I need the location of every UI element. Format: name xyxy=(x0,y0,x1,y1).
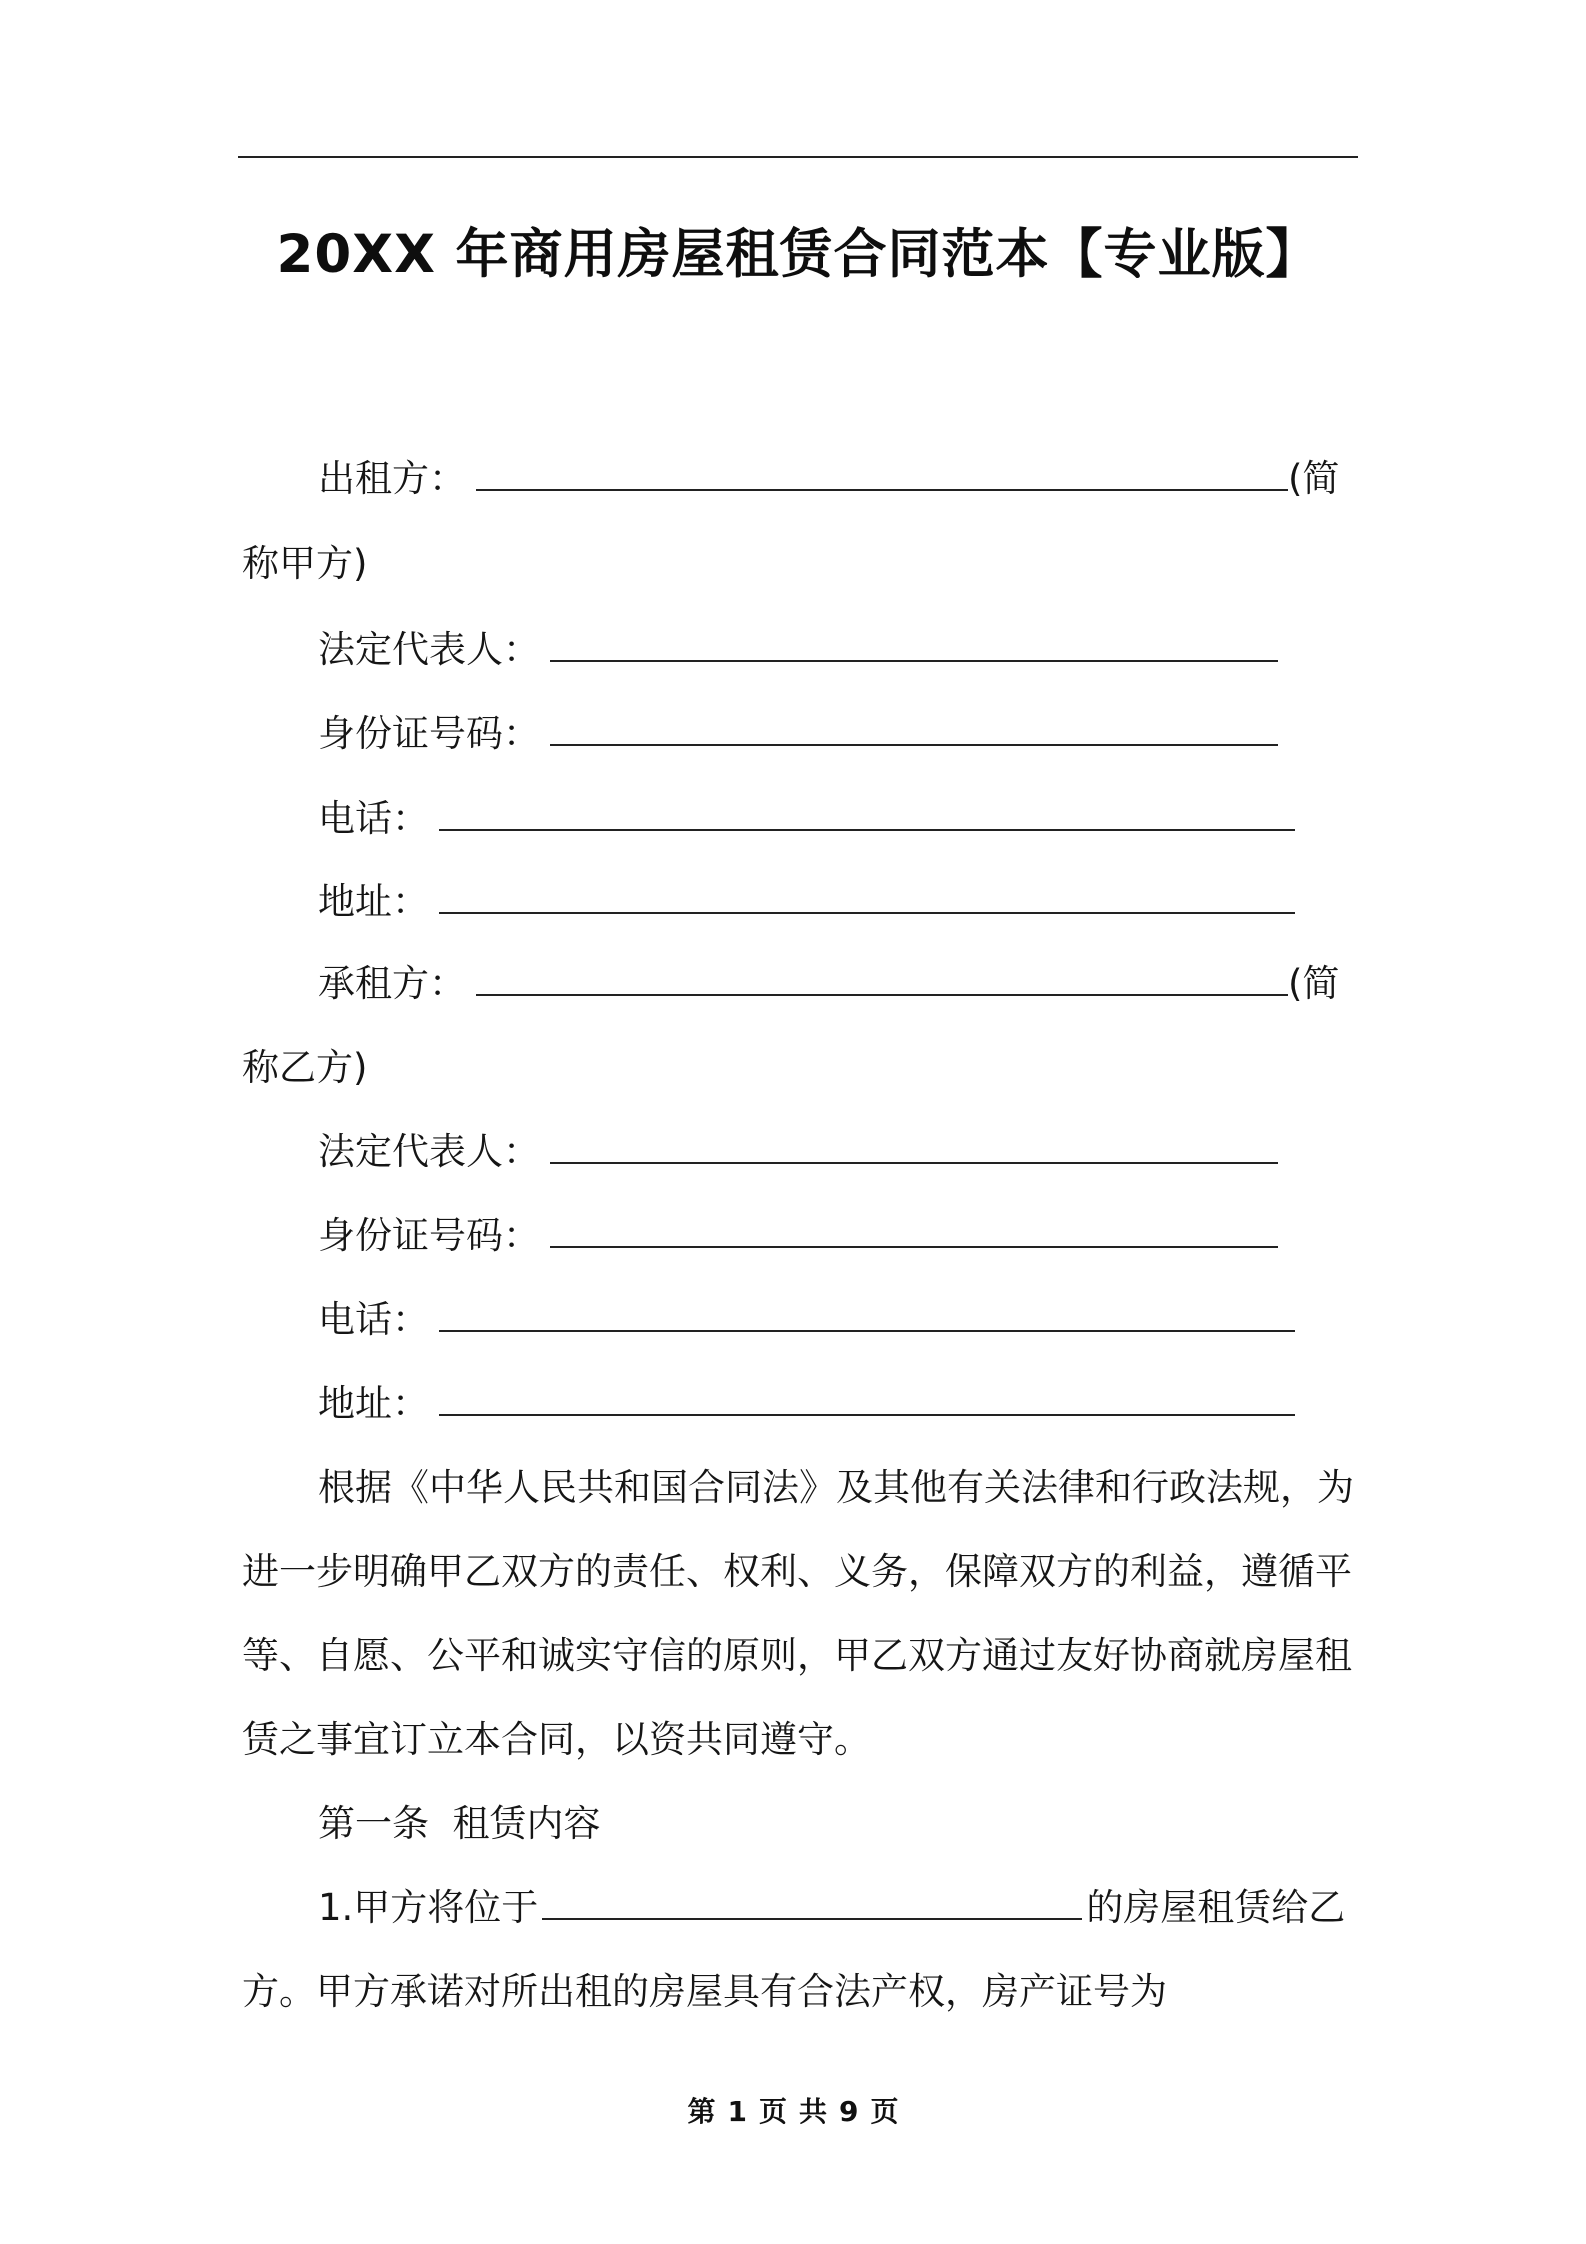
lessor-id-line xyxy=(318,710,1278,758)
clause-1-continued: 方。甲方承诺对所出租的房屋具有合法产权，房产证号为 xyxy=(242,1970,1167,2013)
preamble-line-2: 进一步明确甲乙双方的责任、权利、义务，保障双方的利益，遵循平 xyxy=(242,1550,1352,1593)
lessee-line xyxy=(318,960,1339,1008)
lessor-phone-line xyxy=(318,795,1295,843)
clause-1-suffix: 的房屋租赁给乙 xyxy=(1086,1886,1346,1929)
lessor-id-label: 身份证号码： xyxy=(318,712,540,755)
lessee-phone-blank[interactable] xyxy=(439,1300,1295,1332)
preamble-line-3: 等、自愿、公平和诚实守信的原则，甲乙双方通过友好协商就房屋租 xyxy=(242,1634,1352,1677)
preamble-line-4: 赁之事宜订立本合同，以资共同遵守。 xyxy=(242,1718,871,1761)
lessor-blank[interactable] xyxy=(476,459,1288,491)
lessee-id-blank[interactable] xyxy=(550,1216,1278,1248)
lessee-phone-line xyxy=(318,1296,1295,1344)
footer-label-ye: 页 xyxy=(758,2095,787,2128)
lessor-rep-line xyxy=(318,626,1278,674)
lessee-address-label: 地址： xyxy=(318,1382,429,1425)
article-1-heading: 第一条 租赁内容 xyxy=(318,1802,601,1845)
lessee-address-blank[interactable] xyxy=(439,1384,1295,1416)
lessee-id-label: 身份证号码： xyxy=(318,1214,540,1257)
lessee-rep-blank[interactable] xyxy=(550,1132,1278,1164)
document-title: 20XX 年商用房屋租赁合同范本【专业版】 xyxy=(276,224,1320,285)
lessor-note-continued: 称甲方) xyxy=(242,542,368,585)
lessee-note: (简 xyxy=(1288,962,1340,1005)
footer-label-gong: 共 xyxy=(799,2095,828,2128)
lessee-id-line xyxy=(318,1212,1278,1260)
lessor-line xyxy=(318,455,1339,503)
clause-1-prefix: 1.甲方将位于 xyxy=(318,1886,539,1929)
page-footer xyxy=(0,2090,1586,2130)
lessor-label: 出租方： xyxy=(318,457,466,500)
lessee-phone-label: 电话： xyxy=(318,1298,429,1341)
total-pages-number: 9 xyxy=(839,2095,859,2128)
lessor-rep-label: 法定代表人： xyxy=(318,628,540,671)
lessor-address-blank[interactable] xyxy=(439,882,1295,914)
property-location-blank[interactable] xyxy=(542,1888,1082,1920)
clause-1-line xyxy=(318,1884,1345,1932)
lessor-id-blank[interactable] xyxy=(550,714,1278,746)
lessee-address-line xyxy=(318,1380,1295,1428)
lessor-phone-label: 电话： xyxy=(318,797,429,840)
current-page-number: 1 xyxy=(727,2095,747,2128)
preamble-line-1: 根据《中华人民共和国合同法》及其他有关法律和行政法规，为 xyxy=(318,1466,1354,1509)
lessor-note: (简 xyxy=(1288,457,1340,500)
lessee-label: 承租方： xyxy=(318,962,466,1005)
lessor-address-label: 地址： xyxy=(318,880,429,923)
lessor-rep-blank[interactable] xyxy=(550,630,1278,662)
header-rule xyxy=(238,156,1358,158)
footer-label-di: 第 xyxy=(687,2095,716,2128)
lessee-rep-line xyxy=(318,1128,1278,1176)
lessor-phone-blank[interactable] xyxy=(439,799,1295,831)
lessee-rep-label: 法定代表人： xyxy=(318,1130,540,1173)
lessee-note-continued: 称乙方) xyxy=(242,1046,368,1089)
footer-label-ye-2: 页 xyxy=(870,2095,899,2128)
lessor-address-line xyxy=(318,878,1295,926)
lessee-blank[interactable] xyxy=(476,964,1288,996)
